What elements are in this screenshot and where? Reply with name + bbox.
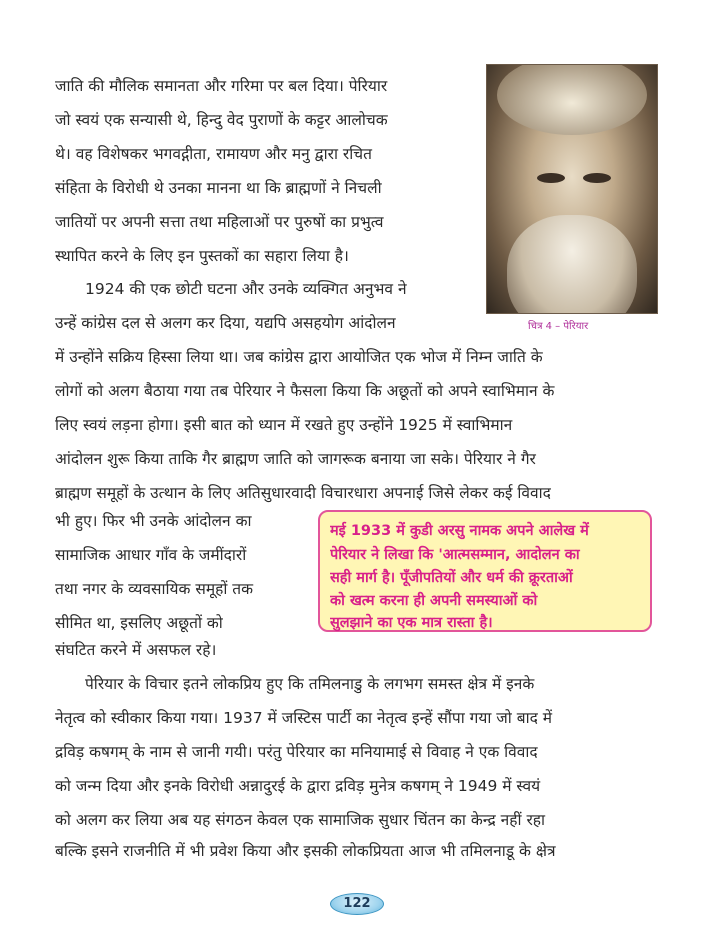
body-text-line: भी हुए। फिर भी उनके आंदोलन का: [55, 512, 252, 530]
body-text-line: द्रविड़ कषगम् के नाम से जानी गयी। परंतु पेरियार का मनियामाई से विवाह ने एक विवाद: [55, 743, 538, 761]
quote-callout-box: [318, 510, 652, 632]
body-text-line: उन्हें कांग्रेस दल से अलग कर दिया, यद्यपि असहयोग आंदोलन: [55, 314, 396, 332]
body-text-line: स्थापित करने के लिए इन पुस्तकों का सहारा लिया है।: [55, 247, 349, 265]
body-text-line: तथा नगर के व्यवसायिक समूहों तक: [55, 580, 254, 598]
photo-beard-shape: [507, 215, 637, 314]
body-text-line: सामाजिक आधार गाँव के जमींदारों: [55, 546, 247, 564]
body-text-line: आंदोलन शुरू किया ताकि गैर ब्राह्मण जाति को जागरूक बनाया जा सके। पेरियार ने गैर: [55, 450, 536, 468]
body-text-line: में उन्होंने सक्रिय हिस्सा लिया था। जब कांग्रेस द्वारा आयोजित एक भोज में निम्न जाति के: [55, 348, 543, 366]
page-number-badge: 122: [330, 893, 384, 915]
body-text-line: संघटित करने में असफल रहे।: [55, 641, 217, 659]
body-text-line: बल्कि इसने राजनीति में भी प्रवेश किया और इसकी लोकप्रियता आज भी तमिलनाडू के क्षेत्र: [55, 842, 556, 860]
body-text-line: लोगों को अलग बैठाया गया तब पेरियार ने फैसला किया कि अछूतों को अपने स्वाभिमान के: [55, 382, 555, 400]
body-text-line: जातियों पर अपनी सत्ता तथा महिलाओं पर पुरुषों का प्रभुत्व: [55, 213, 384, 231]
body-text-line: पेरियार के विचार इतने लोकप्रिय हुए कि तमिलनाडु के लगभग समस्त क्षेत्र में इनके: [85, 675, 535, 693]
body-text-line: नेतृत्व को स्वीकार किया गया। 1937 में जस्टिस पार्टी का नेतृत्व इन्हें सौंपा गया जो बाद में: [55, 709, 553, 727]
callout-text-line: मई 1933 में कुडी अरसु नामक अपने आलेख में: [330, 523, 589, 539]
body-text-line: सीमित था, इसलिए अछूतों को: [55, 614, 223, 632]
photo-hair-shape: [497, 64, 647, 135]
callout-text-line: सुलझाने का एक मात्र रास्ता है।: [330, 615, 493, 631]
body-text-line: 1924 की एक छोटी घटना और उनके व्यक्गित अनुभव ने: [85, 280, 407, 298]
figure-caption: चित्र 4 – पेरियार: [528, 321, 589, 332]
body-text-line: ब्राह्मण समूहों के उत्थान के लिए अतिसुधारवादी विचारधारा अपनाई जिसे लेकर कई विवाद: [55, 484, 551, 502]
callout-text-line: सही मार्ग है। पूँजीपतियों और धर्म की क्रूरताओं: [330, 570, 573, 586]
body-text-line: थे। वह विशेषकर भगवद्गीता, रामायण और मनु द्वारा रचित: [55, 145, 372, 163]
callout-text-line: पेरियार ने लिखा कि 'आत्मसम्मान, आदोलन का: [330, 547, 580, 563]
photo-eye-shape: [537, 173, 565, 183]
body-text-line: को अलग कर लिया अब यह संगठन केवल एक सामाजिक सुधार चिंतन का केन्द्र नहीं रहा: [55, 811, 546, 829]
body-text-line: को जन्म दिया और इनके विरोधी अन्नादुरई के द्वारा द्रविड़ मुनेत्र कषगम् ने 1949 में स्वयं: [55, 777, 541, 795]
photo-eye-shape: [583, 173, 611, 183]
body-text-line: जाति की मौलिक समानता और गरिमा पर बल दिया। पेरियार: [55, 77, 388, 95]
periyar-portrait-photo: [486, 64, 658, 314]
callout-text-line: को खत्म करना ही अपनी समस्याओं को: [330, 593, 538, 609]
body-text-line: संहिता के विरोधी थे उनका मानना था कि ब्राह्मणों ने निचली: [55, 179, 382, 197]
body-text-line: जो स्वयं एक सन्यासी थे, हिन्दु वेद पुराणों के कट्टर आलोचक: [55, 111, 388, 129]
body-text-line: लिए स्वयं लड़ना होगा। इसी बात को ध्यान में रखते हुए उन्होंने 1925 में स्वाभिमान: [55, 416, 513, 434]
